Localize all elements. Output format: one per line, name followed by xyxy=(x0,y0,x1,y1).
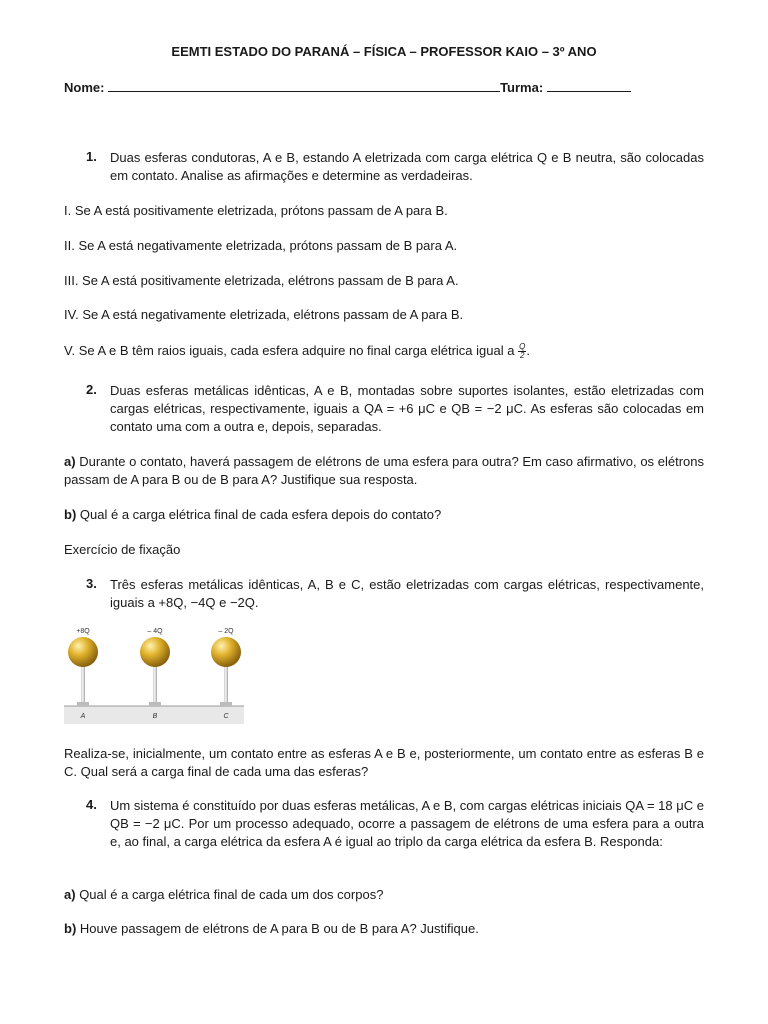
q2-part-b xyxy=(64,506,704,524)
q2-part-a-label: a) xyxy=(64,454,76,469)
name-label: Nome: xyxy=(64,80,105,95)
q3-after-text: Realiza-se, inicialmente, um contato entre as esferas A e B e, posteriormente, um contato entre as esferas B e C. Qual será a carga final de cada uma das esferas? xyxy=(64,746,704,779)
q1-item-5 xyxy=(64,342,704,360)
pole-c xyxy=(224,666,228,704)
q1-item-3: III. Se A está positivamente eletrizada, elétrons passam de B para A. xyxy=(64,273,459,288)
q4-part-b-text: Houve passagem de elétrons de A para B ou de B para A? Justifique. xyxy=(79,921,479,936)
spheres-figure xyxy=(64,622,244,724)
question-2-number: 2. xyxy=(86,382,97,397)
question-3-number: 3. xyxy=(86,576,97,591)
charge-a: +8Q xyxy=(76,628,90,635)
name-blank xyxy=(108,80,500,92)
q2-part-a xyxy=(64,453,704,489)
question-4-text: Um sistema é constituído por duas esferas metálicas, A e B, com cargas elétricas iniciais QA = 18 μC e QB = −2 μC. Por um processo adequado, ocorre a passagem de elétrons de uma esfera para a outra e, ao final, a carga elétrica da esfera A é igual ao triplo da carga elétrica da esfera B. Responda: xyxy=(110,798,704,849)
q2-part-b-text: Qual é a carga elétrica final de cada esfera depois do contato? xyxy=(79,507,442,522)
question-3-text: Três esferas metálicas idênticas, A, B e C, estão eletrizadas com cargas elétricas, respectivamente, iguais a +8Q, −4Q e −2Q. xyxy=(110,577,704,610)
class-label: Turma: xyxy=(500,80,544,95)
page-title: EEMTI ESTADO DO PARANÁ – FÍSICA – PROFESSOR KAIO – 3º ANO xyxy=(171,44,597,59)
q2-part-b-label: b) xyxy=(64,507,77,522)
pole-b xyxy=(153,666,157,704)
fraction-denominator: 2 xyxy=(519,351,525,361)
label-b: B xyxy=(152,713,158,720)
name-class-line xyxy=(64,80,631,95)
q1-item-1: I. Se A está positivamente eletrizada, prótons passam de A para B. xyxy=(64,203,448,218)
q4-part-b xyxy=(64,920,704,938)
label-c: C xyxy=(223,713,229,720)
sphere-b xyxy=(140,637,170,667)
q1-item-4: IV. Se A está negativamente eletrizada, elétrons passam de A para B. xyxy=(64,307,464,322)
question-4-number: 4. xyxy=(86,797,97,812)
sphere-c xyxy=(211,637,241,667)
label-a: A xyxy=(80,713,86,720)
q4-part-b-label: b) xyxy=(64,921,77,936)
base-a xyxy=(77,702,89,706)
base-b xyxy=(149,702,161,706)
charge-b: – 4Q xyxy=(147,628,163,635)
section-label: Exercício de fixação xyxy=(64,542,181,557)
q2-part-a-text: Durante o contato, haverá passagem de elétrons de uma esfera para outra? Em caso afirmativo, os elétrons passam de A para B ou de B para A? Justifique sua resposta. xyxy=(64,454,704,487)
charge-c: – 2Q xyxy=(218,628,234,635)
q1-item-5-text: V. Se A e B têm raios iguais, cada esfera adquire no final carga elétrica igual a xyxy=(64,343,515,358)
q4-part-a-label: a) xyxy=(64,887,76,902)
q1-item-2: II. Se A está negativamente eletrizada, prótons passam de B para A. xyxy=(64,238,458,253)
base-c xyxy=(220,702,232,706)
question-1-number: 1. xyxy=(86,149,97,164)
sphere-a xyxy=(68,637,98,667)
spheres-illustration xyxy=(64,622,244,724)
question-1-text: Duas esferas condutoras, A e B, estando A eletrizada com carga elétrica Q e B neutra, são colocadas em contato. Analise as afirmações e determine as verdadeiras. xyxy=(110,150,704,183)
pole-a xyxy=(81,666,85,704)
fraction-numerator: Q xyxy=(519,342,526,352)
q4-part-a-text: Qual é a carga elétrica final de cada um dos corpos? xyxy=(79,887,384,902)
q1-item-5-end: . xyxy=(526,343,530,358)
q4-part-a xyxy=(64,886,704,904)
question-2-text: Duas esferas metálicas idênticas, A e B, montadas sobre suportes isolantes, estão eletrizadas com cargas elétricas, respectivamente, iguais a QA = +6 μC e QB = −2 μC. As esferas são colocadas em contato uma com a outra e, depois, separadas. xyxy=(110,383,704,434)
class-blank xyxy=(547,80,631,92)
